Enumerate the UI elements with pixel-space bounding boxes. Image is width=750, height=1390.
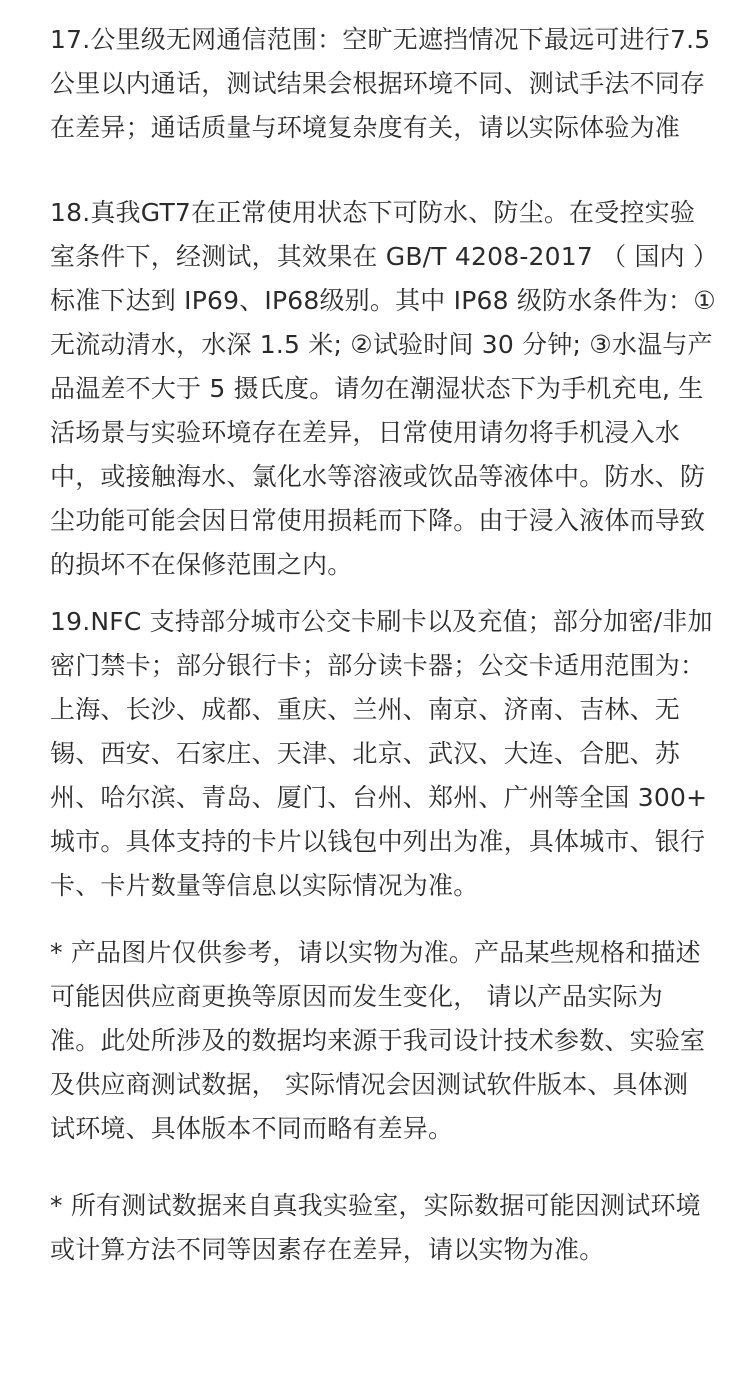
paragraph-line: 活场景与实验环境存在差异，日常使用请勿将手机浸入水 [50,418,681,447]
paragraph-line: 无流动清水，水深 1.5 米; ②试验时间 30 分钟; ③水温与产 [50,330,713,359]
paragraph-line: 品温差不大于 5 摄氏度。请勿在潮湿状态下为手机充电, 生 [50,374,704,403]
paragraph-line: 的损坏不在保修范围之内。 [50,550,353,579]
paragraph-line: * 产品图片仅供参考，请以实物为准。产品某些规格和描述 [50,938,701,967]
product-image-disclaimer [50,931,710,1151]
paragraph-line: 州、哈尔滨、青岛、厦门、台州、郑州、广州等全国 300+ [50,783,708,812]
paragraph-line: 试环境、具体版本不同而略有差异。 [50,1114,454,1143]
footnote-19-paragraph [50,600,713,908]
paragraph-line: 在差异；通话质量与环境复杂度有关，请以实际体验为准 [50,113,681,142]
footnote-17-paragraph [50,18,710,150]
test-data-disclaimer [50,1184,710,1272]
paragraph-line: 城市。具体支持的卡片以钱包中列出为准，具体城市、银行 [50,827,706,856]
paragraph-line: 19.NFC 支持部分城市公交卡刷卡以及充值；部分加密/非加 [50,607,713,636]
paragraph-line: 18.真我GT7在正常使用状态下可防水、防尘。在受控实验 [50,198,696,227]
paragraph-line: 卡、卡片数量等信息以实际情况为准。 [50,871,479,900]
paragraph-line: 公里以内通话，测试结果会根据环境不同、测试手法不同存 [50,69,706,98]
paragraph-line: 室条件下，经测试，其效果在 GB/T 4208-2017 （ 国内 ） [50,242,719,271]
paragraph-line: 准。此处所涉及的数据均来源于我司设计技术参数、实验室 [50,1026,706,1055]
paragraph-line: 17.公里级无网通信范围：空旷无遮挡情况下最远可进行7.5 [50,25,711,54]
paragraph-line: 可能因供应商更换等原因而发生变化， 请以产品实际为 [50,982,663,1011]
paragraph-line: 密门禁卡；部分银行卡；部分读卡器；公交卡适用范围为： [50,651,706,680]
paragraph-line: 上海、长沙、成都、重庆、兰州、南京、济南、吉林、无 [50,695,681,724]
paragraph-line: 尘功能可能会因日常使用损耗而下降。由于浸入液体而导致 [50,506,706,535]
footnote-18-paragraph [50,191,719,587]
paragraph-line: 及供应商测试数据， 实际情况会因测试软件版本、具体测 [50,1070,689,1099]
paragraph-line: 标准下达到 IP69、IP68级别。其中 IP68 级防水条件为：① [50,286,716,315]
paragraph-line: * 所有测试数据来自真我实验室，实际数据可能因测试环境 [50,1191,701,1220]
paragraph-line: 中，或接触海水、氯化水等溶液或饮品等液体中。防水、防 [50,462,706,491]
paragraph-line: 锡、西安、石家庄、天津、北京、武汉、大连、合肥、苏 [50,739,681,768]
paragraph-line: 或计算方法不同等因素存在差异，请以实物为准。 [50,1235,605,1264]
